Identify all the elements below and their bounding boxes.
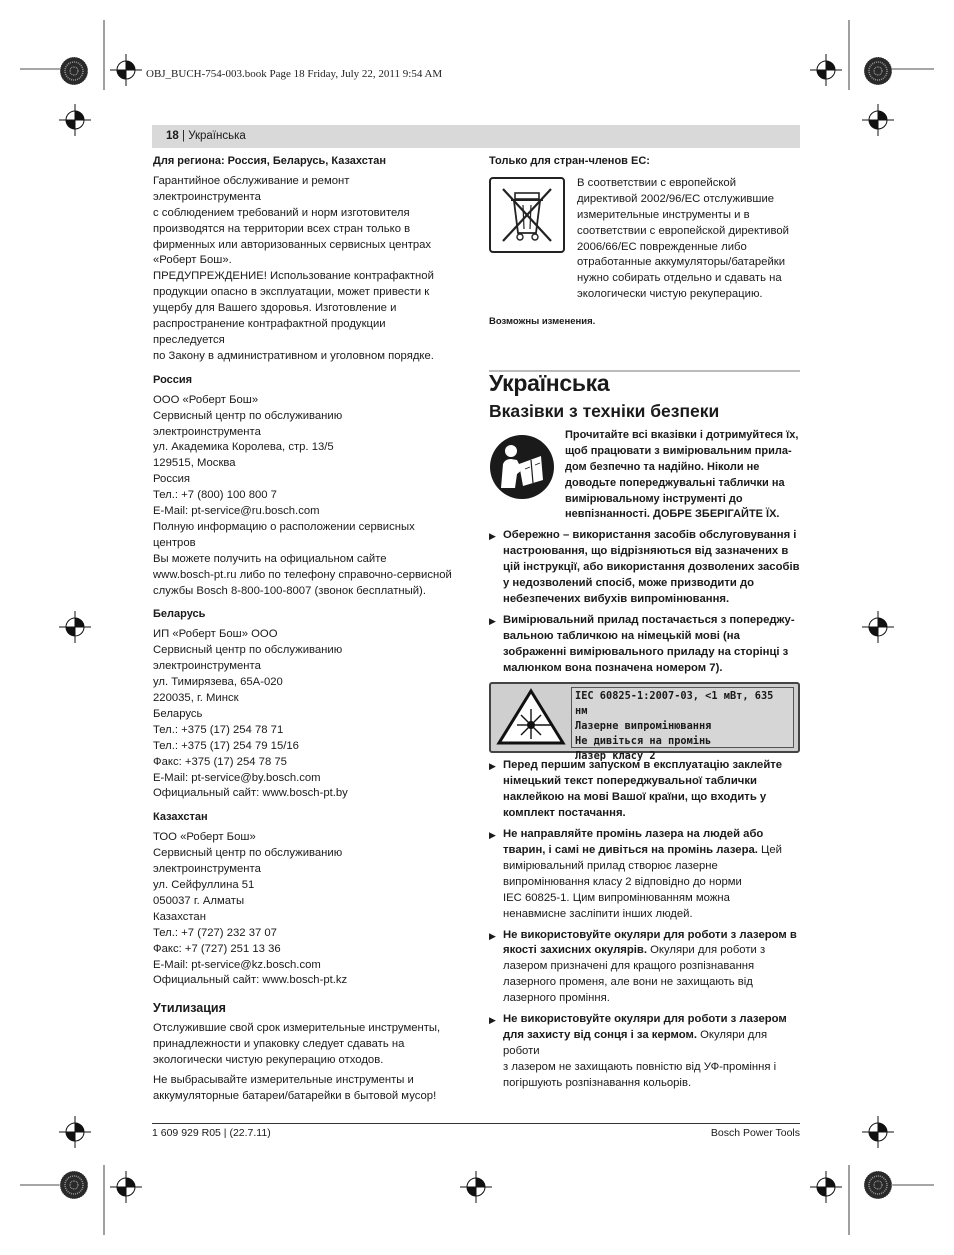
region-kazakhstan-heading: Казахстан [153, 811, 208, 824]
read-manual-icon [489, 434, 555, 500]
region-russia-heading: Россия [153, 373, 193, 386]
disposal-paragraph-1: Отслужившие свой срок измерительные инструменты, принадлежности и упаковку следует сдавать на экологически чистую рекуперацию отходов. [153, 1022, 441, 1067]
print-info: OBJ_BUCH-754-003.book Page 18 Friday, July 22, 2011 9:54 AM [146, 68, 443, 80]
region-belarus-heading: Беларусь [153, 608, 206, 621]
changes-note: Возможны изменения. [489, 316, 596, 328]
eu-disposal-text: В соответствии с европейской директивой 2002/96/EC отслужившие измерительные инструменты и в соответствии с европейской директивой 2006/66/EC поврежденные либо отработанные аккумуляторы/батарейки нужно собирать отдельно и сдавать на экологически чистую рекуперацию. [577, 176, 789, 301]
safety-bullet: ▶ Перед першим запуском в експлуатацію заклейте німецький текст попереджувальної таблички наклейкою на мові Вашої країни, що входить у комплект постачання. [489, 758, 800, 822]
page-header: 18 | Українська [152, 125, 800, 148]
page-number: 18 [166, 130, 179, 142]
laser-label-text: IEC 60825-1:2007-03, <1 мВт, 635 нм Лазерне випромінювання Не дивіться на промінь Лазер класу 2 [571, 687, 794, 748]
section-title: Українська [489, 370, 610, 397]
region-russia-address: ООО «Роберт Бош» Сервисный центр по обслуживанию электроинструмента ул. Академика Королева, стр. 13/5 129515, Москва Россия Тел.: +7 (800) 100 800 7 E-Mail: pt-service@ru.bosch.com Полную информацию о расположении сервисных центров Вы можете получить на официальном сайте www.bosch-pt.ru либо по телефону справочно-сервисной службы Bosch 8-800-100-8007 (звонок бесплатный). [153, 393, 452, 597]
intro-paragraph: Гарантийное обслуживание и ремонт электроинструмента с соблюдением требований и норм изготовителя производятся на территории всех стран только в фирменных или авторизованных сервисных центрах «Роберт Бош». [153, 174, 432, 267]
safety-bullet: ▶ Вимірювальний прилад постачається з попереджу- вальною табличкою на німецькій мові (на зображенні вимірювального приладу на сторінці з малюнком вона позначена номером 7). [489, 613, 800, 677]
footer-brand: Bosch Power Tools [710, 1127, 800, 1139]
bullet-triangle-icon: ▶ [489, 830, 496, 841]
disposal-heading: Утилизация [153, 1001, 226, 1016]
region-intro-heading: Для региона: Россия, Беларусь, Казахстан [153, 155, 387, 167]
left-column [153, 154, 453, 1105]
header-language: Українська [188, 130, 246, 142]
bullet-triangle-icon: ▶ [489, 1015, 496, 1026]
bullet-triangle-icon: ▶ [489, 615, 496, 626]
disposal-paragraph-2: Не выбрасывайте измерительные инструменты и аккумуляторные батареи/батарейки в бытовой мусор! [153, 1073, 437, 1102]
crossed-bin-icon [489, 177, 565, 253]
safety-bullet: ▶ Не направляйте промінь лазера на людей або тварин, і самі не дивіться на промінь лазера. Цей вимірювальний прилад створює лазерне випромінювання класу 2 відповідно до норми IEC 60825-1. Цим випромінюванням можна ненавмисне засліпити інших людей. [489, 827, 800, 922]
eu-heading: Только для стран-членов ЕС: [489, 155, 650, 167]
safety-title: Вказівки з техніки безпеки [489, 400, 720, 421]
region-kazakhstan-address: ТОО «Роберт Бош» Сервисный центр по обслуживанию электроинструмента ул. Сейфуллина 51 050037 г. Алматы Казахстан Тел.: +7 (727) 232 37 07 Факс: +7 (727) 251 13 36 E-Mail: pt-service@kz.bosch.com Официальный сайт: www.bosch-pt.kz [153, 831, 348, 987]
laser-warning-icon [495, 687, 567, 747]
safety-bullet: ▶ Не використовуйте окуляри для роботи з лазером для захисту від сонця і за кермом. Окуляри для роботи з лазером не захищають повністю від УФ-проміння і погіршують розпізнавання кольорів. [489, 1012, 800, 1092]
bullet-triangle-icon: ▶ [489, 531, 496, 542]
region-belarus-address: ИП «Роберт Бош» ООО Сервисный центр по обслуживанию электроинструмента ул. Тимирязева, 65А-020 220035, г. Минск Беларусь Тел.: +375 (17) 254 78 71 Тел.: +375 (17) 254 79 15/16 Факс: +375 (17) 254 78 75 E-Mail: pt-service@by.bosch.com Официальный сайт: www.bosch-pt.by [153, 628, 348, 800]
right-column [489, 154, 800, 1092]
safety-intro [489, 428, 800, 523]
bullet-triangle-icon: ▶ [489, 930, 496, 941]
footer-divider [152, 1123, 800, 1124]
eu-disposal-block [489, 176, 800, 303]
safety-bullet: ▶ Не використовуйте окуляри для роботи з лазером в якості захисних окулярів. Окуляри для роботи з лазером призначені для кращого розпізнавання лазерного променя, але вони не захищають від лазерного проміння. [489, 928, 800, 1008]
bullet-triangle-icon: ▶ [489, 761, 496, 772]
laser-warning-label [489, 682, 800, 763]
footer-doc-number: 1 609 929 R05 | (22.7.11) [152, 1127, 271, 1139]
safety-bullet: ▶ Обережно – використання засобів обслуговування і настроювання, що відрізняються від зазначених в цій інструкції, або використання дозволених засобів у недозволений спосіб, може призводити до небезпечених вибухів випромінювання. [489, 528, 800, 608]
warning-paragraph: ПРЕДУПРЕЖДЕНИЕ! Использование контрафактной продукции опасно в эксплуатации, может привести к ущербу для Вашего здоровья. Изготовление и распространение контрафактной продукции преследуется по Закону в административном и уголовном порядке. [153, 270, 434, 362]
safety-intro-text: Прочитайте всі вказівки і дотримуйтеся їх, щоб працювати з вимірювальним прила- дом безпечно та надійно. Ніколи не доводьте попереджувальні таблички на вимірювальному інструменті до невпізнанності. ДОБРЕ ЗБЕРІГАЙТЕ ЇХ. [565, 428, 799, 521]
